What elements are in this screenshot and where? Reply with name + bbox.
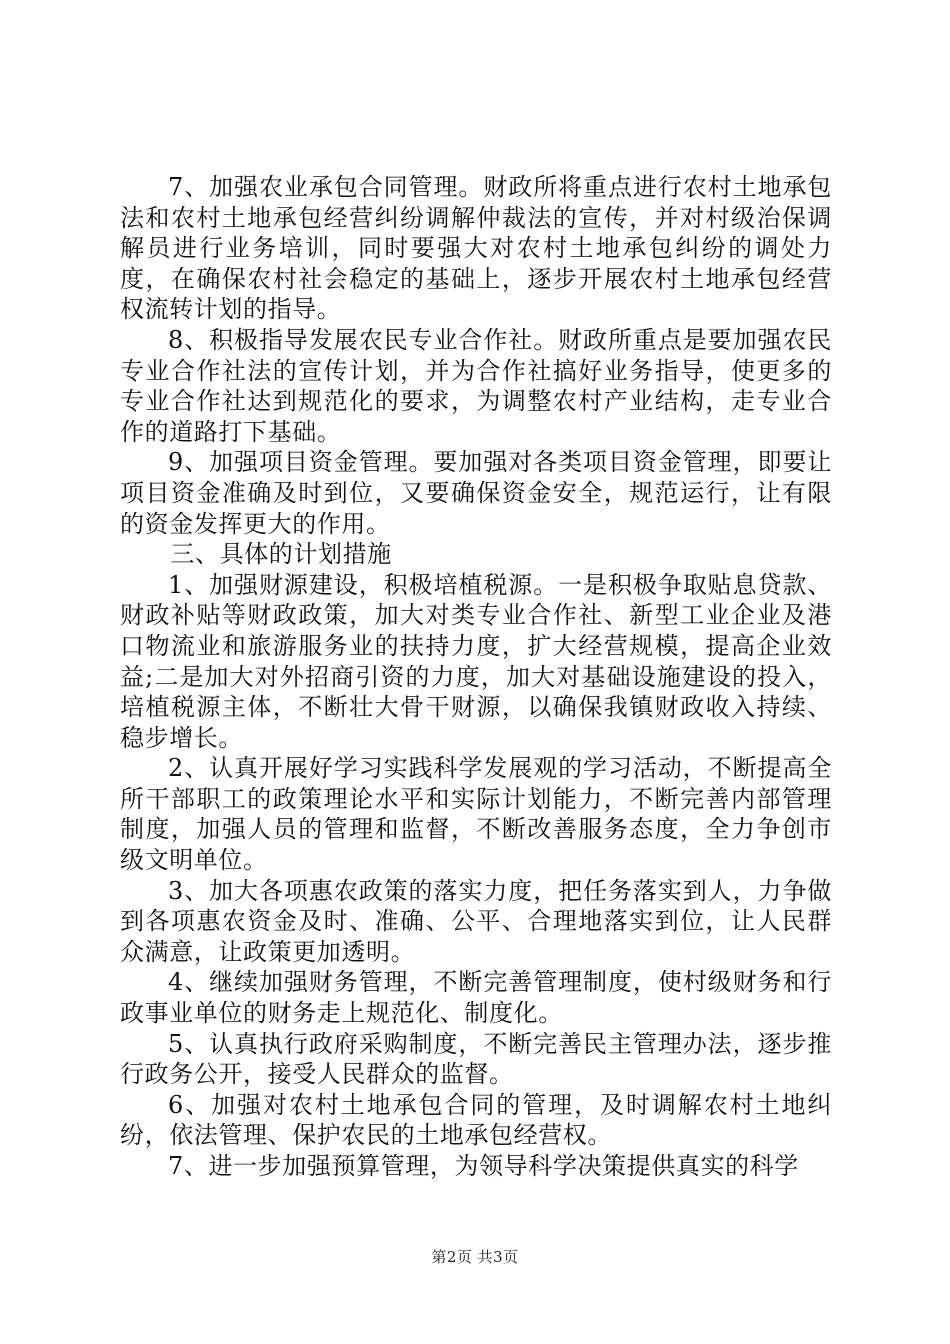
paragraph-measure-7: 7、进一步加强预算管理，为领导科学决策提供真实的科学 <box>168 1152 799 1180</box>
paragraph-9-project-funds: 9、加强项目资金管理。要加强对各类项目资金管理，即要让项目资金准确及时到位，又要确保资金安全，规范运行，让有限的资金发挥更大的作用。 <box>120 448 832 538</box>
paragraph-measure-1: 1、加强财源建设，积极培植税源。一是积极争取贴息贷款、财政补贴等财政政策，加大对类专业合作社、新型工业企业及港口物流业和旅游服务业的扶持力度，扩大经营规模，提高企业效益;二是加大对外招商引资的力度，加大对基础设施建设的投入，培植税源主体，不断壮大骨干财源，以确保我镇财政收入持续、稳步增长。 <box>120 570 832 752</box>
paragraph-8-cooperative: 8、积极指导发展农民专业合作社。财政所重点是要加强农民专业合作社法的宣传计划，并为合作社搞好业务指导，使更多的专业合作社达到规范化的要求，为调整农村产业结构，走专业合作的道路打下基础。 <box>120 325 832 446</box>
paragraph-measure-2: 2、认真开展好学习实践科学发展观的学习活动，不断提高全所干部职工的政策理论水平和实际计划能力，不断完善内部管理制度，加强人员的管理和监督，不断改善服务态度，全力争创市级文明单位。 <box>120 754 832 875</box>
page-number-footer: 第2页 共3页 <box>431 1248 519 1266</box>
paragraph-7-contract: 7、加强农业承包合同管理。财政所将重点进行农村土地承包法和农村土地承包经营纠纷调解仲裁法的宣传，并对村级治保调解员进行业务培训，同时要强大对农村土地承包纠纷的调处力度，在确保农村社会稳定的基础上，逐步开展农村土地承包经营权流转计划的指导。 <box>120 173 832 324</box>
paragraph-measure-5: 5、认真执行政府采购制度，不断完善民主管理办法，逐步推行政务公开，接受人民群众的监督。 <box>120 1029 832 1089</box>
paragraph-measure-3: 3、加大各项惠农政策的落实力度，把任务落实到人，力争做到各项惠农资金及时、准确、公平、合理地落实到位，让人民群众满意，让政策更加透明。 <box>120 876 832 966</box>
document-body <box>120 172 832 1182</box>
paragraph-measure-4: 4、继续加强财务管理，不断完善管理制度，使村级财务和行政事业单位的财务走上规范化、制度化。 <box>120 968 832 1028</box>
section-heading-measures: 三、具体的计划措施 <box>170 540 392 569</box>
paragraph-measure-6: 6、加强对农村土地承包合同的管理，及时调解农村土地纠纷，依法管理、保护农民的土地承包经营权。 <box>120 1090 832 1150</box>
